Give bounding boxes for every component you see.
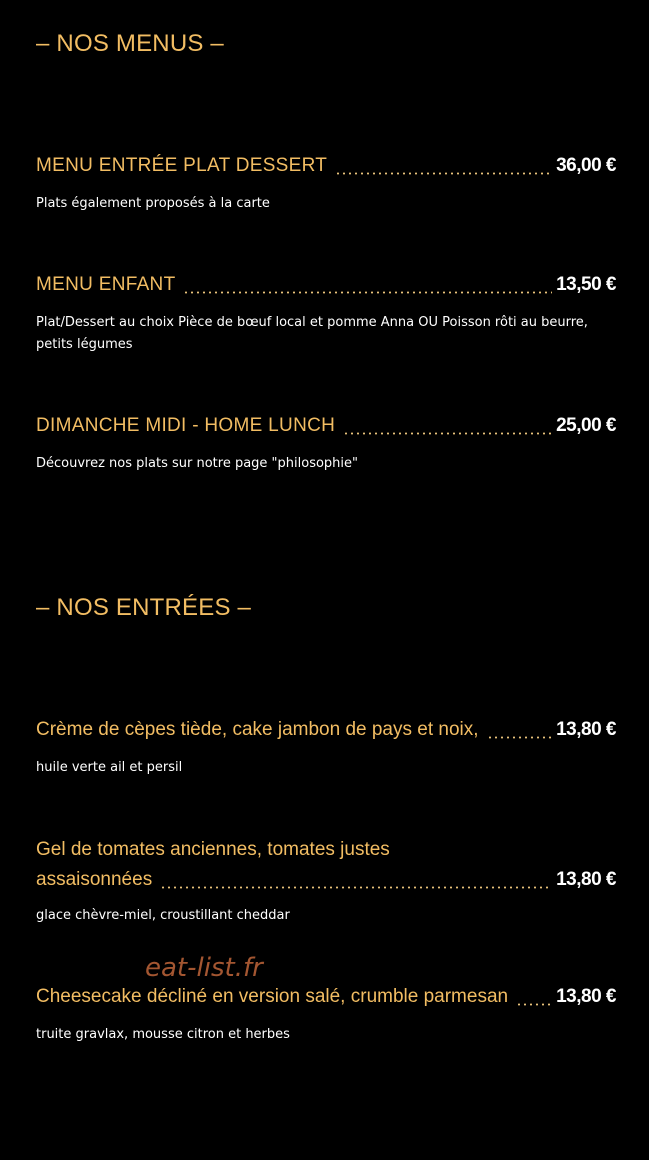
- item-price: 25,00 €: [556, 415, 616, 436]
- section-title-menus: – NOS MENUS –: [36, 30, 224, 57]
- dot-leader: [516, 986, 552, 1006]
- menu-item-dimanche-midi: [36, 411, 616, 475]
- dot-leader: [343, 415, 552, 435]
- item-description: Plat/Dessert au choix Pièce de bœuf local et pomme Anna OU Poisson rôti au beurre, petits légumes: [36, 315, 588, 352]
- menu-item-gel-de-tomates: [36, 835, 616, 927]
- item-header: [36, 982, 616, 1012]
- item-price: 13,80 €: [556, 986, 616, 1007]
- menu-item-cheesecake: [36, 982, 616, 1046]
- item-header: [36, 151, 616, 181]
- item-name: MENU ENFANT: [36, 274, 176, 295]
- item-name-line-1: Gel de tomates anciennes, tomates justes: [36, 839, 390, 860]
- item-description: Plats également proposés à la carte: [36, 196, 270, 211]
- item-description: truite gravlax, mousse citron et herbes: [36, 1027, 290, 1042]
- item-price: 13,80 €: [556, 869, 616, 890]
- dot-leader: [160, 869, 552, 889]
- item-name: Cheesecake décliné en version salé, crumble parmesan: [36, 986, 509, 1007]
- item-name: DIMANCHE MIDI - HOME LUNCH: [36, 415, 336, 436]
- dot-leader: [183, 274, 552, 294]
- watermark-logo: eat-list.fr: [145, 953, 263, 983]
- item-name-line-2: assaisonnées: [36, 869, 153, 890]
- item-header: [36, 270, 616, 300]
- item-name: Crème de cèpes tiède, cake jambon de pays et noix,: [36, 719, 479, 740]
- section-title-entrees: – NOS ENTRÉES –: [36, 594, 252, 621]
- item-header: [36, 715, 616, 745]
- menu-item-entree-plat-dessert: [36, 151, 616, 215]
- item-price: 13,80 €: [556, 719, 616, 740]
- item-price: 36,00 €: [556, 155, 616, 176]
- item-header: [36, 411, 616, 441]
- dot-leader: [335, 155, 552, 175]
- menu-item-enfant: [36, 270, 616, 356]
- item-description: huile verte ail et persil: [36, 760, 183, 775]
- item-description: glace chèvre-miel, croustillant cheddar: [36, 908, 290, 923]
- item-price: 13,50 €: [556, 274, 616, 295]
- item-header: [36, 865, 616, 895]
- dot-leader: [487, 719, 553, 739]
- menu-item-creme-de-cepes: [36, 715, 616, 779]
- item-name: MENU ENTRÉE PLAT DESSERT: [36, 155, 328, 176]
- item-description: Découvrez nos plats sur notre page "philosophie": [36, 456, 359, 471]
